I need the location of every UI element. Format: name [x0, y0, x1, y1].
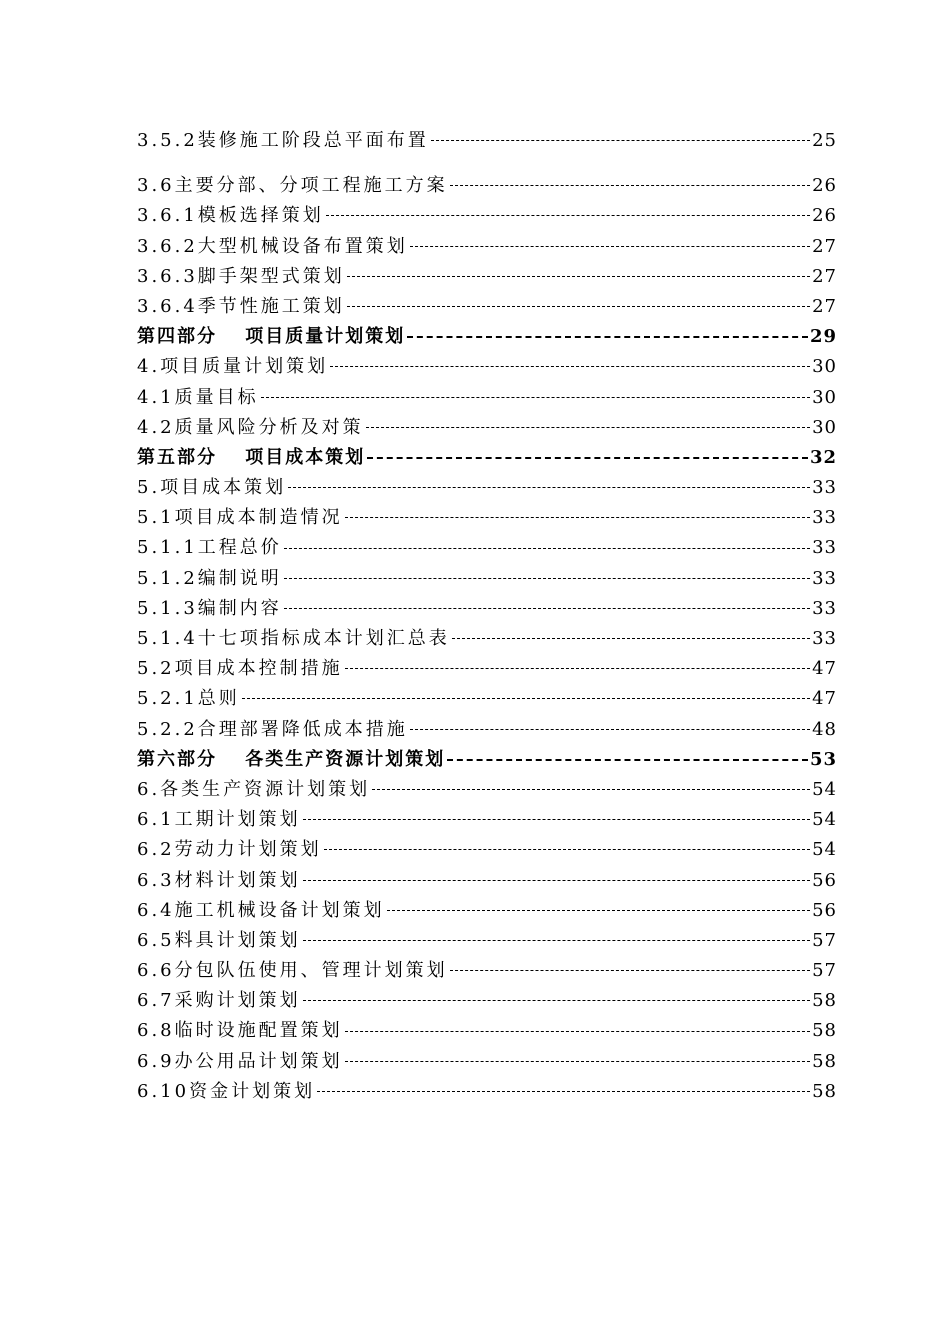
toc-page-number: 58	[812, 1050, 837, 1072]
toc-entry-row[interactable]	[137, 262, 837, 292]
toc-page-number: 58	[812, 1020, 837, 1042]
toc-page-number: 33	[812, 628, 837, 649]
toc-entry-row[interactable]	[137, 624, 837, 654]
toc-leader-dashes	[410, 246, 810, 248]
toc-label: 4.1质量目标	[137, 386, 259, 408]
toc-page-number: 26	[812, 175, 837, 197]
toc-leader-dashes	[303, 819, 810, 821]
toc-label: 3.6主要分部、分项工程施工方案	[137, 175, 448, 197]
toc-section-row[interactable]	[137, 443, 837, 473]
toc-leader-dashes	[450, 970, 810, 972]
toc-entry-row[interactable]	[137, 383, 837, 413]
toc-entry-row[interactable]	[137, 352, 837, 382]
toc-page-number: 33	[812, 597, 837, 619]
toc-leader-dashes	[242, 698, 810, 700]
toc-entry-row[interactable]	[137, 473, 837, 503]
toc-leader-dashes	[447, 759, 808, 761]
toc-label: 6.6分包队伍使用、管理计划策划	[137, 960, 448, 982]
toc-page-number: 33	[812, 537, 837, 559]
toc-label: 第四部分 项目质量计划策划	[137, 326, 406, 348]
toc-leader-dashes	[345, 1061, 810, 1063]
toc-label: 5.项目成本策划	[137, 477, 287, 499]
toc-entry-row[interactable]	[137, 654, 837, 684]
toc-entry-row[interactable]	[137, 866, 837, 896]
toc-label: 6.5料具计划策划	[137, 929, 301, 951]
toc-leader-dashes	[347, 276, 810, 278]
toc-leader-dashes	[303, 880, 810, 882]
toc-page-number: 30	[812, 356, 837, 378]
toc-entry-row[interactable]	[137, 775, 837, 805]
toc-page-number: 27	[812, 235, 837, 257]
toc-label: 3.5.2装修施工阶段总平面布置	[137, 130, 429, 151]
toc-leader-dashes	[284, 548, 810, 550]
toc-leader-dashes	[345, 668, 810, 670]
toc-label: 3.6.3脚手架型式策划	[137, 265, 345, 287]
toc-label: 4.2质量风险分析及对策	[137, 416, 364, 438]
toc-leader-dashes	[330, 366, 810, 368]
toc-page-number: 27	[812, 295, 837, 317]
toc-entry-row[interactable]	[137, 926, 837, 956]
toc-entry-row[interactable]	[137, 292, 837, 322]
toc-label: 6.9办公用品计划策划	[137, 1050, 343, 1072]
toc-entry-row[interactable]	[137, 1016, 837, 1046]
toc-entry-row[interactable]	[137, 986, 837, 1016]
toc-section-row[interactable]	[137, 745, 837, 775]
toc-page-number: 54	[812, 839, 837, 861]
toc-page-number: 30	[812, 416, 837, 438]
toc-leader-dashes	[284, 578, 810, 580]
toc-leader-dashes	[345, 517, 810, 519]
toc-page-number: 33	[812, 567, 837, 589]
toc-label: 5.1.4十七项指标成本计划汇总表	[137, 628, 450, 649]
toc-page-number: 33	[812, 477, 837, 499]
toc-leader-dashes	[431, 140, 810, 142]
toc-leader-dashes	[347, 306, 810, 308]
toc-entry-row[interactable]	[137, 956, 837, 986]
toc-label: 5.2.1总则	[137, 688, 240, 710]
toc-label: 第五部分 项目成本策划	[137, 446, 366, 468]
toc-label: 3.6.1模板选择策划	[137, 205, 324, 227]
toc-label: 6.8临时设施配置策划	[137, 1020, 343, 1042]
toc-leader-dashes	[345, 1031, 810, 1033]
toc-leader-dashes	[288, 487, 810, 489]
toc-entry-row[interactable]	[137, 564, 837, 594]
toc-section-row[interactable]	[137, 322, 837, 352]
toc-leader-dashes	[284, 608, 810, 610]
toc-page-number: 56	[812, 899, 837, 921]
toc-label: 6.10资金计划策划	[137, 1080, 316, 1102]
toc-leader-dashes	[450, 185, 810, 187]
toc-leader-dashes	[303, 1000, 810, 1002]
toc-label: 5.1.3编制内容	[137, 597, 282, 619]
toc-leader-dashes	[261, 397, 810, 399]
toc-page-number: 57	[812, 929, 837, 951]
toc-leader-dashes	[317, 1091, 810, 1093]
toc-page-number: 58	[812, 990, 837, 1012]
toc-entry-row[interactable]	[137, 201, 837, 231]
toc-entry-row[interactable]	[137, 1077, 837, 1107]
toc-label: 6.7采购计划策划	[137, 990, 301, 1012]
toc-leader-dashes	[324, 849, 810, 851]
toc-page-number: 54	[812, 778, 837, 800]
toc-label: 6.4施工机械设备计划策划	[137, 899, 385, 921]
toc-label: 5.2项目成本控制措施	[137, 658, 343, 680]
toc-label: 4.项目质量计划策划	[137, 356, 329, 378]
toc-entry-row[interactable]	[137, 594, 837, 624]
toc-page-number: 26	[812, 205, 837, 227]
toc-label: 6.1工期计划策划	[137, 809, 301, 831]
toc-page-number: 54	[812, 809, 837, 831]
toc-page-number: 25	[812, 130, 837, 151]
toc-entry-row[interactable]	[137, 1047, 837, 1077]
toc-label: 5.1.2编制说明	[137, 567, 282, 589]
toc-label: 5.1.1工程总价	[137, 537, 282, 559]
toc-label: 3.6.2大型机械设备布置策划	[137, 235, 408, 257]
toc-label: 5.1项目成本制造情况	[137, 507, 343, 529]
toc-leader-dashes	[367, 457, 808, 459]
toc-page-number: 30	[812, 386, 837, 408]
toc-page-number: 48	[812, 718, 837, 740]
toc-leader-dashes	[326, 215, 810, 217]
toc-page-number: 53	[809, 748, 837, 770]
toc-entry-row[interactable]	[137, 805, 837, 835]
toc-leader-dashes	[452, 638, 810, 640]
toc-entry-row[interactable]	[137, 684, 837, 714]
toc-entry-row[interactable]	[137, 835, 837, 865]
toc-entry-row[interactable]	[137, 171, 837, 201]
toc-page-number: 29	[809, 326, 837, 348]
toc-entry-row[interactable]	[137, 896, 837, 926]
toc-page-number: 56	[812, 869, 837, 891]
toc-page-number: 58	[812, 1080, 837, 1102]
toc-leader-dashes	[407, 336, 808, 338]
toc-page-number: 57	[812, 960, 837, 982]
toc-page-number: 47	[812, 688, 837, 710]
toc-entry-row[interactable]	[137, 715, 837, 745]
toc-entry-row[interactable]	[137, 503, 837, 533]
toc-page-number: 27	[812, 265, 837, 287]
toc-entry-row[interactable]	[137, 232, 837, 262]
toc-label: 5.2.2合理部署降低成本措施	[137, 718, 408, 740]
toc-leader-dashes	[366, 427, 810, 429]
toc-page-number: 32	[809, 446, 837, 468]
table-of-contents	[137, 126, 837, 1107]
toc-leader-dashes	[303, 940, 810, 942]
toc-entry-row[interactable]	[137, 413, 837, 443]
toc-leader-dashes	[372, 789, 810, 791]
toc-label: 3.6.4季节性施工策划	[137, 295, 345, 317]
toc-label: 6.各类生产资源计划策划	[137, 778, 371, 800]
toc-leader-dashes	[387, 910, 810, 912]
toc-page-number: 47	[812, 658, 837, 680]
toc-entry-row[interactable]	[137, 126, 837, 156]
toc-leader-dashes	[410, 729, 810, 731]
toc-label: 6.2劳动力计划策划	[137, 839, 322, 861]
toc-label: 第六部分 各类生产资源计划策划	[137, 748, 446, 770]
toc-label: 6.3材料计划策划	[137, 869, 301, 891]
toc-page-number: 33	[812, 507, 837, 529]
toc-entry-row[interactable]	[137, 533, 837, 563]
